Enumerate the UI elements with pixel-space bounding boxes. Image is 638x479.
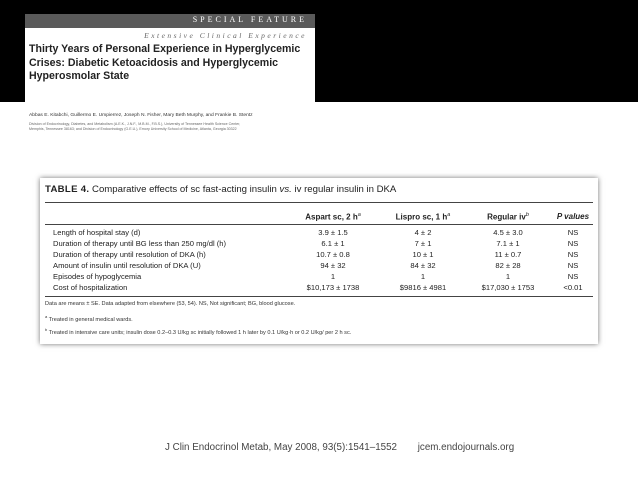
paper-title-line: Thirty Years of Personal Experience in Hyperglycemic	[29, 43, 301, 55]
table-card	[40, 178, 598, 344]
table-caption-vs: vs.	[279, 184, 292, 195]
row-label: Episodes of hypoglycemia	[53, 272, 142, 281]
row-label: Amount of insulin until resolution of DKA (U)	[53, 261, 201, 270]
journal-citation	[165, 442, 532, 453]
table-caption	[45, 184, 396, 195]
row-label: Duration of therapy until BG less than 250 mg/dl (h)	[53, 239, 227, 248]
table-top-rule	[45, 202, 593, 203]
table-footnote: $^b$ Treated in intensive care units; insulin dose 0.2–0.3 U/kg sc initially followed 1 h later by 0.1 U/kg·h or 0.2 U/kg/ per 2 h sc.	[45, 327, 352, 336]
regular-value: 7.1 ± 1	[496, 239, 520, 248]
p-value: NS	[567, 250, 579, 259]
p-value: NS	[567, 272, 579, 281]
row-label: Duration of therapy until resolution of DKA (h)	[53, 250, 206, 259]
table-header-rule	[45, 224, 593, 225]
regular-value: 1	[505, 272, 511, 281]
paper-title	[29, 43, 311, 84]
table-label: TABLE 4.	[45, 184, 90, 195]
aspart-value: $10,173 ± 1738	[306, 283, 360, 292]
paper-title-line: Hyperosmolar State	[29, 70, 130, 82]
special-feature-label: SPECIAL FEATURE	[192, 15, 307, 24]
table-footnote: Data are means ± SE. Data adapted from elsewhere (53, 54). NS, Not significant; BG, blood glucose.	[45, 301, 296, 307]
lispro-value: $9816 ± 4981	[399, 283, 447, 292]
aspart-value: 3.9 ± 1.5	[318, 228, 348, 237]
p-value: <0.01	[563, 283, 583, 292]
aspart-value: 1	[330, 272, 336, 281]
regular-value: 4.5 ± 3.0	[493, 228, 523, 237]
aspart-value: 10.7 ± 0.8	[316, 250, 350, 259]
lispro-value: 84 ± 32	[410, 261, 436, 270]
lispro-value: 1	[420, 272, 426, 281]
row-label: Length of hospital stay (d)	[53, 228, 141, 237]
column-header-aspart: Aspart sc, 2 $h^a$	[305, 212, 361, 222]
regular-value: 82 ± 28	[495, 261, 521, 270]
lispro-value: 10 ± 1	[412, 250, 434, 259]
aspart-value: 94 ± 32	[320, 261, 346, 270]
regular-value: $17,030 ± 1753	[481, 283, 535, 292]
aspart-value: 6.1 ± 1	[321, 239, 345, 248]
paper-title-line: Crises: Diabetic Ketoacidosis and Hyperglycemic	[29, 56, 279, 69]
lispro-value: 4 ± 2	[414, 228, 432, 237]
column-header-lispro: Lispro sc, 1 $h^a$	[395, 212, 451, 222]
paper-header-card	[25, 14, 315, 152]
paper-authors: Abbas E. Kitabchi, Guillermo E. Umpierrez, Joseph N. Fisher, Mary Beth Murphy, and Frankie B. Stentz	[29, 113, 253, 118]
journal-reference: J Clin Endocrinol Metab, May 2008, 93(5):1541–1552	[165, 442, 398, 453]
column-header-regular: Regular $iv^b$	[487, 212, 529, 222]
journal-website: jcem.endojournals.org	[417, 442, 515, 453]
affiliation-line: Division of Endocrinology, Diabetes, and Metabolism (A.E.K., J.N.F., M.B.M., F.B.S.), University of Tennessee Health Science Center,	[29, 122, 241, 126]
table-footnote: $^a$ Treated in general medical wards.	[45, 314, 133, 323]
extensive-experience-label: Extensive Clinical Experience	[144, 31, 307, 40]
special-feature-bar	[25, 14, 315, 28]
p-value: NS	[567, 239, 579, 248]
regular-value: 11 ± 0.7	[494, 250, 522, 259]
row-label: Cost of hospitalization	[53, 283, 128, 292]
paper-affiliation	[29, 122, 309, 133]
column-header-pvalues: P values	[556, 212, 590, 221]
table-bottom-rule	[45, 296, 593, 297]
table-caption-text: iv regular insulin in DKA	[294, 184, 397, 195]
p-value: NS	[567, 228, 579, 237]
affiliation-line: Memphis, Tennessee 38163; and Division of Endocrinology (G.E.U.), Emory University School of Medicine, Atlanta, Georgia 30322	[29, 127, 237, 132]
table-caption-text: Comparative effects of sc fast-acting insulin	[92, 184, 277, 195]
lispro-value: 7 ± 1	[414, 239, 432, 248]
p-value: NS	[567, 261, 579, 270]
